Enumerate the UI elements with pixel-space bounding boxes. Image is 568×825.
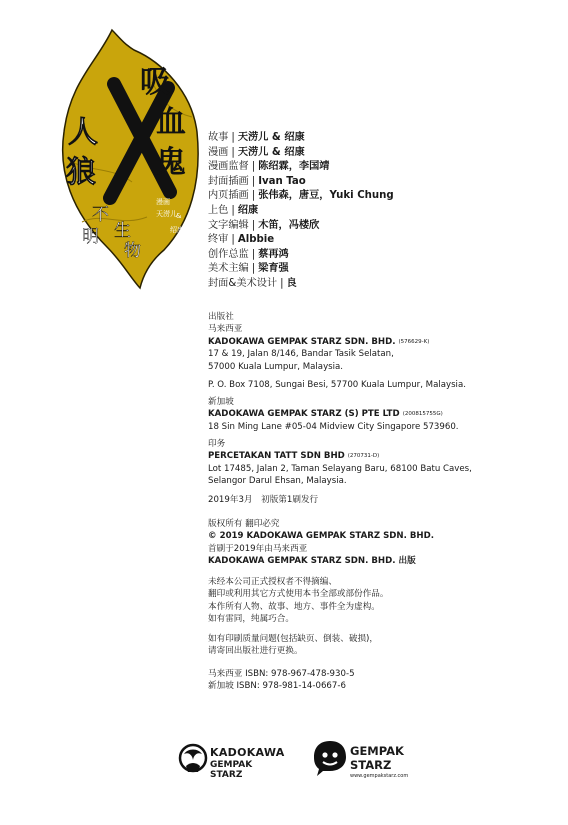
side-text-3: &	[176, 212, 182, 220]
singapore-label: 新加坡	[208, 397, 234, 407]
singapore-block	[208, 396, 459, 433]
credit-name: Albbie	[237, 234, 275, 246]
credit-separator: |	[231, 234, 235, 246]
side-text-2: 天涝儿	[156, 210, 177, 218]
phoenix-emblem-icon	[178, 742, 208, 778]
isbn-block	[208, 668, 355, 693]
credit-role: 故事	[208, 132, 229, 143]
speech-bubble-face-icon	[312, 738, 348, 778]
notice-line-2: 翻印或利用其它方式使用本书全部或部份作品。	[208, 589, 389, 600]
publisher-address-1: 17 & 19, Jalan 8/146, Bandar Tasik Selatan,	[208, 349, 394, 360]
title-char-5: 狼	[66, 155, 96, 190]
notice-line-4: 如有雷同，纯属巧合。	[208, 614, 294, 625]
credit-row	[208, 204, 394, 219]
printer-reg: (270731-D)	[347, 453, 380, 460]
credit-role: 漫画监督	[208, 161, 249, 173]
credit-name: 天涝儿 & 绍康	[237, 132, 305, 143]
credit-row	[208, 131, 394, 146]
credit-row	[208, 277, 394, 292]
title-char-3: 鬼	[156, 145, 186, 180]
title-char-4: 人	[68, 115, 98, 150]
credit-role: 漫画	[208, 146, 229, 158]
side-text-4: 绍康	[170, 226, 184, 234]
printer-address-2: Selangor Darul Ehsan, Malaysia.	[208, 476, 347, 487]
credit-name: Ivan Tao	[258, 175, 306, 187]
title-char-2: 血	[156, 105, 186, 140]
credit-separator: |	[231, 132, 235, 143]
kadokawa-gempak-starz-logo	[178, 738, 285, 786]
subtitle-char-1: 不	[92, 205, 109, 225]
credit-row	[208, 146, 394, 161]
printer-company: PERCETAKAN TATT SDN BHD	[208, 451, 345, 462]
credit-separator: |	[251, 263, 256, 275]
notice-block	[208, 576, 388, 626]
credit-role: 终审	[208, 234, 229, 246]
credit-name: 木笛，冯楼欣	[258, 219, 320, 231]
credit-row	[208, 219, 394, 234]
publisher-company: KADOKAWA GEMPAK STARZ SDN. BHD.	[208, 336, 396, 347]
credit-row	[208, 175, 394, 190]
isbn-singapore: 新加坡 ISBN: 978-981-14-0667-6	[208, 681, 346, 692]
credit-name: 梁育强	[258, 263, 289, 275]
publisher-block	[208, 311, 466, 391]
credit-row	[208, 189, 394, 204]
credit-name: 绍康	[237, 204, 259, 216]
credit-role: 创作总监	[208, 248, 249, 260]
copyright-block	[208, 518, 434, 568]
publisher-reg: (576629-K)	[398, 338, 430, 345]
credit-name: 天涝儿 & 绍康	[237, 146, 305, 158]
gempak-starz-wordmark: GEMPAK STARZ	[210, 760, 253, 780]
subtitle-char-2: 明	[82, 227, 99, 247]
notice-line-3: 本作所有人物、故事、地方、事件全为虚构。	[208, 601, 380, 612]
credit-name: 张伟森，唐豆，Yuki Chung	[258, 190, 394, 202]
printer-label: 印务	[208, 439, 226, 449]
gempak-wordmark: GEMPAK	[350, 744, 404, 758]
title-char-1: 吸	[140, 65, 170, 100]
publisher-address-2: 57000 Kuala Lumpur, Malaysia.	[208, 361, 344, 372]
credit-separator: |	[231, 146, 235, 158]
credit-row	[208, 160, 394, 175]
singapore-reg: (200815755G)	[402, 411, 443, 418]
defects-block	[208, 633, 378, 658]
credit-row	[208, 233, 394, 248]
copyright-line-3: 首刷于2019年由马来西亚	[208, 543, 308, 554]
credit-separator: |	[251, 248, 256, 260]
credit-separator: |	[231, 204, 235, 216]
singapore-address: 18 Sin Ming Lane #05-04 Midview City Singapore 573960.	[208, 421, 459, 432]
credits-list	[208, 131, 394, 292]
credit-separator: |	[251, 190, 256, 202]
book-title-logo	[52, 22, 202, 290]
credit-role: 封面插画	[208, 175, 249, 187]
gempak-url: www.gempakstarz.com	[350, 773, 409, 779]
credit-separator: |	[280, 277, 284, 289]
printer-address-1: Lot 17485, Jalan 2, Taman Selayang Baru, 68100 Batu Caves,	[208, 463, 472, 474]
printer-block	[208, 438, 472, 488]
defects-line-2: 请寄回出版社进行更换。	[208, 646, 303, 657]
defects-line-1: 如有印刷质量问题(包括缺页、倒装、破损)，	[208, 634, 378, 644]
subtitle-char-4: 物	[124, 241, 141, 261]
credit-separator: |	[251, 161, 256, 173]
credit-role: 美术主编	[208, 263, 249, 275]
isbn-malaysia: 马来西亚 ISBN: 978-967-478-930-5	[208, 669, 355, 679]
credit-role: 文字编辑	[208, 219, 249, 231]
singapore-company: KADOKAWA GEMPAK STARZ (S) PTE LTD	[208, 409, 400, 420]
notice-line-1: 未经本公司正式授权者不得摘编、	[208, 577, 337, 587]
copyright-line-4: KADOKAWA GEMPAK STARZ SDN. BHD. 出版	[208, 556, 416, 567]
copyright-line-2: © 2019 KADOKAWA GEMPAK STARZ SDN. BHD.	[208, 531, 434, 542]
subtitle-char-3: 生	[114, 221, 131, 241]
copyright-line-1: 版权所有 翻印必究	[208, 519, 280, 529]
credit-name: 陈绍霖，李国靖	[258, 161, 330, 173]
credit-role: 内页插画	[208, 190, 249, 202]
credit-name: 良	[286, 277, 297, 289]
gempak-starz-logo	[312, 738, 412, 786]
credit-separator: |	[251, 219, 256, 231]
publisher-po-box: P. O. Box 7108, Sungai Besi, 57700 Kuala Lumpur, Malaysia.	[208, 380, 466, 391]
publisher-country: 马来西亚	[208, 324, 243, 335]
starz-wordmark: STARZ	[350, 758, 392, 772]
credit-role: 上色	[208, 204, 229, 216]
publisher-label: 出版社	[208, 312, 234, 322]
credit-role: 封面&美术设计	[208, 277, 278, 289]
credit-row	[208, 262, 394, 277]
credit-name: 蔡再鸿	[258, 248, 289, 260]
title-logo-artwork	[52, 22, 202, 290]
credit-row	[208, 248, 394, 263]
edition-line: 2019年3月 初版第1刷发行	[208, 495, 319, 505]
side-text-1: 漫画	[156, 198, 170, 206]
credit-separator: |	[251, 175, 256, 187]
kadokawa-wordmark: KADOKAWA	[210, 746, 285, 759]
